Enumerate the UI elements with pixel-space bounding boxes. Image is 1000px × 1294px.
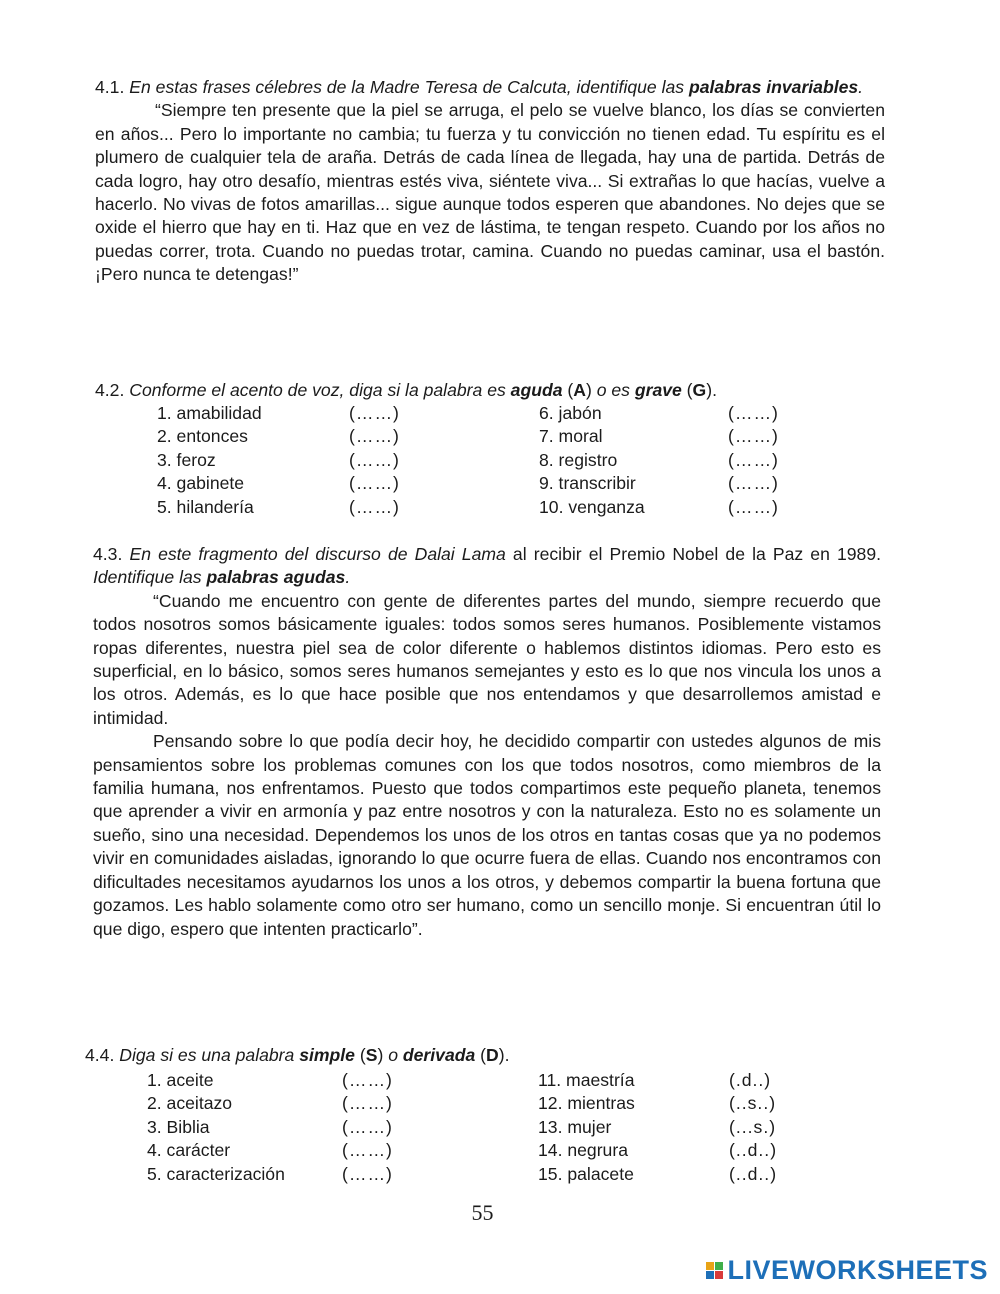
list-item [157, 496, 807, 519]
answer-field[interactable]: (……) [342, 1093, 393, 1114]
word-label: 3. Biblia [147, 1116, 210, 1137]
section-number: 4.3. [93, 544, 123, 564]
answer-field[interactable]: (……) [349, 426, 400, 447]
answer-field[interactable]: (……) [342, 1140, 393, 1161]
word-label: 5. caracterización [147, 1163, 285, 1184]
instruction-text: Identifique las [93, 567, 207, 588]
label-d: D [486, 1045, 499, 1065]
answer-field[interactable]: (……) [349, 449, 400, 470]
list-item [147, 1163, 807, 1186]
answer-field[interactable]: (...s.) [729, 1116, 777, 1137]
word-label: 2. aceitazo [147, 1093, 233, 1114]
word-label: 1. aceite [147, 1070, 214, 1090]
answer-field[interactable]: (……) [728, 496, 779, 517]
instruction-text: o [383, 1045, 403, 1065]
instruction-bold: palabras invariables [688, 77, 859, 97]
section-number: 4.4. [85, 1045, 115, 1065]
instruction-text: Conforme el acento de voz, diga si la palabra es [124, 380, 511, 400]
answer-field[interactable]: (……) [342, 1163, 393, 1184]
logo-square [706, 1271, 714, 1279]
derivation-word-list [147, 1069, 807, 1186]
word-label: 14. negrura [538, 1140, 628, 1161]
answer-field[interactable]: (..d..) [729, 1163, 778, 1184]
section-number: 4.2. [95, 380, 125, 400]
list-item [157, 472, 807, 495]
list-item [147, 1092, 807, 1115]
word-label: 5. hilandería [157, 496, 254, 517]
section-4-2-heading: 4.2. Conforme el acento de voz, diga si la palabra es aguda (A) o es grave (G). [95, 380, 717, 400]
list-item [157, 402, 807, 425]
answer-field[interactable]: (..d..) [729, 1140, 778, 1161]
answer-field[interactable]: (……) [728, 449, 779, 470]
word-label: 9. transcribir [539, 473, 636, 494]
section-4-1-heading [95, 76, 885, 99]
section-4-4-heading: 4.4. Diga si es una palabra simple (S) o derivada (D). [85, 1045, 510, 1065]
instruction-text: Diga si es una palabra [114, 1045, 300, 1065]
list-item [157, 449, 807, 472]
answer-field[interactable]: (……) [349, 496, 400, 517]
label-s: S [365, 1045, 378, 1065]
answer-field[interactable]: (……) [728, 473, 779, 494]
word-label: 13. mujer [538, 1116, 612, 1137]
list-item [147, 1069, 807, 1092]
answer-field[interactable]: (……) [349, 473, 400, 494]
word-label: 4. gabinete [157, 473, 245, 494]
list-item [147, 1116, 807, 1139]
answer-field[interactable]: (.d..) [729, 1070, 772, 1090]
instruction-bold: derivada [402, 1045, 476, 1065]
word-label: 2. entonces [157, 426, 248, 447]
logo-square [706, 1262, 714, 1270]
word-label: 7. moral [539, 426, 603, 447]
answer-field[interactable]: (……) [728, 403, 779, 423]
section-4-4-heading-wrap [85, 1044, 875, 1067]
section-4-1 [95, 76, 885, 287]
page-number: 55 [471, 1200, 494, 1225]
word-label: 4. carácter [147, 1140, 231, 1161]
label-g: G [692, 380, 707, 400]
section-4-3 [93, 543, 881, 941]
answer-field[interactable]: (……) [728, 426, 779, 447]
accent-word-list [157, 402, 807, 519]
logo-square [715, 1262, 723, 1270]
label-a: A [573, 380, 586, 400]
word-label: 6. jabón [539, 403, 602, 423]
word-label: 11. maestría [538, 1070, 635, 1090]
section-4-2-heading-wrap [95, 379, 885, 402]
instruction-bold: aguda [510, 380, 563, 400]
answer-field[interactable]: (……) [342, 1116, 393, 1137]
instruction-bold: palabras agudas [206, 567, 346, 588]
instruction-text: En estas frases célebres de la Madre Teresa de Calcuta, identifique las [124, 77, 689, 97]
word-label: 3. feroz [157, 449, 216, 470]
answer-field[interactable]: (……) [342, 1070, 393, 1090]
instruction-text: En este fragmento del discurso de Dalai Lama [122, 544, 506, 564]
instruction-text: o es [591, 380, 635, 400]
instruction-bold: grave [634, 380, 682, 400]
word-label: 15. palacete [538, 1163, 634, 1184]
instruction-plain: al recibir el Premio Nobel de la Paz en 1989. [505, 544, 881, 564]
liveworksheets-logo[interactable] [706, 1255, 988, 1286]
word-label: 1. amabilidad [157, 403, 262, 423]
answer-field[interactable]: (..s..) [729, 1093, 777, 1114]
list-item [157, 425, 807, 448]
word-label: 8. registro [539, 449, 618, 470]
punctuation: . [858, 77, 864, 97]
liveworksheets-wordmark: LIVEWORKSHEETS [727, 1255, 988, 1285]
quote-madre-teresa: “Siempre ten presente que la piel se arruga, el pelo se vuelve blanco, los días se convierten en años... Pero lo importante no cambia; tu fuerza y tu convicción no tienen edad. Tu espíritu es el plumero de cualquier tela de araña. Detrás de cada línea de llegada, hay una de partida. Detrás de cada logro, hay otro desafío, mientras estés viva, siéntete viva... Si extrañas lo que hacías, vuelve a hacerlo. No vivas de fotos amarillas... sigue aunque todos esperen que abandones. No dejes que se oxide el hierro que hay en ti. Haz que en vez de lástima, te tengan respeto. Cuando por los años no puedas correr, trota. Cuando no puedas trotar, camina. Cuando no puedas caminar, usa el bastón. ¡Pero nunca te detengas!” [95, 100, 885, 285]
punctuation: . [345, 567, 351, 588]
instruction-bold: simple [299, 1045, 355, 1065]
list-item [147, 1139, 807, 1162]
liveworksheets-icon [706, 1262, 723, 1279]
logo-square [715, 1271, 723, 1279]
word-label: 10. venganza [539, 496, 645, 517]
section-number: 4.1. [95, 77, 125, 97]
speech-paragraph-1: “Cuando me encuentro con gente de diferentes partes del mundo, siempre recuerdo que todos nosotros somos básicamente iguales: todos somos seres humanos. Posiblemente vistamos ropas diferentes, nuestra piel sea de color diferente o hablemos distintos idiomas. Pero esto es superficial, en lo básico, somos seres humanos semejantes y esto es lo que nos vincula los unos a los otros. Además, es lo que hace posible que nos entendamos y que desarrollemos amistad e intimidad. [93, 590, 881, 728]
answer-field[interactable]: (……) [349, 403, 400, 423]
speech-paragraph-2: Pensando sobre lo que podía decir hoy, he decidido compartir con ustedes algunos de mis pensamientos sobre los problemas comunes con los que todos nosotros, como miembros de la familia humana, nos enfrentamos. Puesto que todos compartimos este pequeño planeta, tenemos que aprender a vivir en armonía y paz entre nosotros y con la naturaleza. Esto no es solamente un sueño, sino una necesidad. Dependemos los unos de los otros en tantas cosas que ya no podemos vivir en comunidades aisladas, ignorando lo que ocurre fuera de ellas. Cuando nos encontramos con dificultades necesitamos ayudarnos los unos a los otros, y debemos compartir la buena fortuna que gozamos. Les hablo solamente como otro ser humano, como un sencillo monje. Si encuentran útil lo que digo, espero que intenten practicarlo”. [93, 731, 881, 939]
section-4-3-heading [93, 543, 881, 590]
word-label: 12. mientras [538, 1093, 635, 1114]
